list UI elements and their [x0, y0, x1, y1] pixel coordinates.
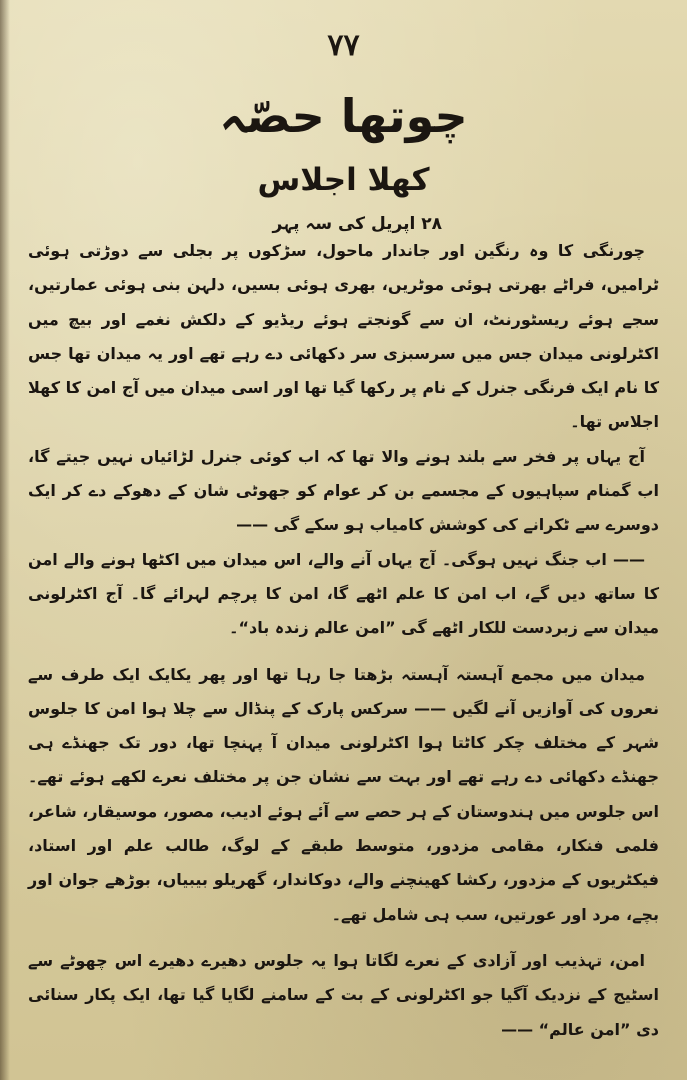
paragraph: چورنگی کا وہ رنگین اور جاندار ماحول، سڑکوں پر بجلی سے دوڑتی ہوئی ٹرامیں، فراٹے بھرتی ہوئی موٹریں، بھری ہوئی بسیں، دلہن بنی ہوئی عمارتیں، سجے ہوئے ریسٹورنٹ، ان سے گونجتے ہوئے ریڈیو کے دلکش نغمے اور بیچ میں اکٹرلونی میدان جس میں سرسبزی سر دکھائی دے رہے تھے اور یہ میدان تھا جس کا نام ایک فرنگی جنرل کے نام پر رکھا گیا تھا اور اسی میدان میں آج امن کا کھلا اجلاس تھا۔ — [28, 241, 659, 432]
paragraph: —— اب جنگ نہیں ہوگی۔ آج یہاں آنے والے، اس میدان میں اکٹھا ہونے والے امن کا ساتھ دیں گے، اب امن کا علم اٹھے گا، امن کا پرچم لہرائے گا۔ آج اکٹرلونی میدان سے زبردست للکار اٹھے گی ”امن عالم زندہ باد“۔ — [28, 549, 659, 638]
page-number: ۷۷ — [327, 28, 360, 63]
paragraph: آج یہاں پر فخر سے بلند ہونے والا تھا کہ اب کوئی جنرل لڑائیاں نہیں جیتے گا، اب گمنام سپاہیوں کے مجسمے بن کر عوام کو جھوٹی شان کے دھوکے دے کر ایک دوسرے سے ٹکرانے کی کوشش کامیاب ہو سکے گی —— — [28, 446, 659, 535]
body-text — [28, 234, 659, 1047]
date-line: ۲۸ اپریل کی سہ پہر — [272, 214, 442, 234]
chapter-subtitle: کھلا اجلاس — [257, 162, 430, 198]
paragraph: میدان میں مجمع آہستہ آہستہ بڑھتا جا رہا تھا اور پھر یکایک ایک طرف سے نعروں کی آوازیں آنے لگیں —— سرکس پارک کے پنڈال سے چلا ہوا امن کا جلوس شہر کے مختلف چکر کاٹتا ہوا اکٹرلونی میدان آ پہنچا تھا، دور تک جھنڈے ہی جھنڈے دکھائی دے رہے تھے اور بہت سے نشان جن پر مختلف نعرے لکھے ہوئے تھے۔ اس جلوس میں ہندوستان کے ہر حصے سے آئے ہوئے ادیب، مصور، موسیقار، شاعر، فلمی فنکار، مقامی مزدور، متوسط طبقے کے لوگ، طالب علم اور استاد، فیکٹریوں کے مزدور، رکشا کھینچنے والے، دوکاندار، گھریلو بیبیاں، بوڑھے جوان اور بچے، مرد اور عورتیں، سب ہی شامل تھے۔ — [28, 664, 659, 924]
chapter-title: چوتھا حصّہ — [219, 89, 468, 143]
paragraph: امن، تہذیب اور آزادی کے نعرے لگاتا ہوا یہ جلوس دھیرے دھیرے اس چھوٹے سے اسٹیج کے نزدیک آگیا جو اکٹرلونی کے بت کے سامنے لگایا گیا تھا، ایک پکار سنائی دی ”امن عالم“ —— — [28, 950, 659, 1039]
